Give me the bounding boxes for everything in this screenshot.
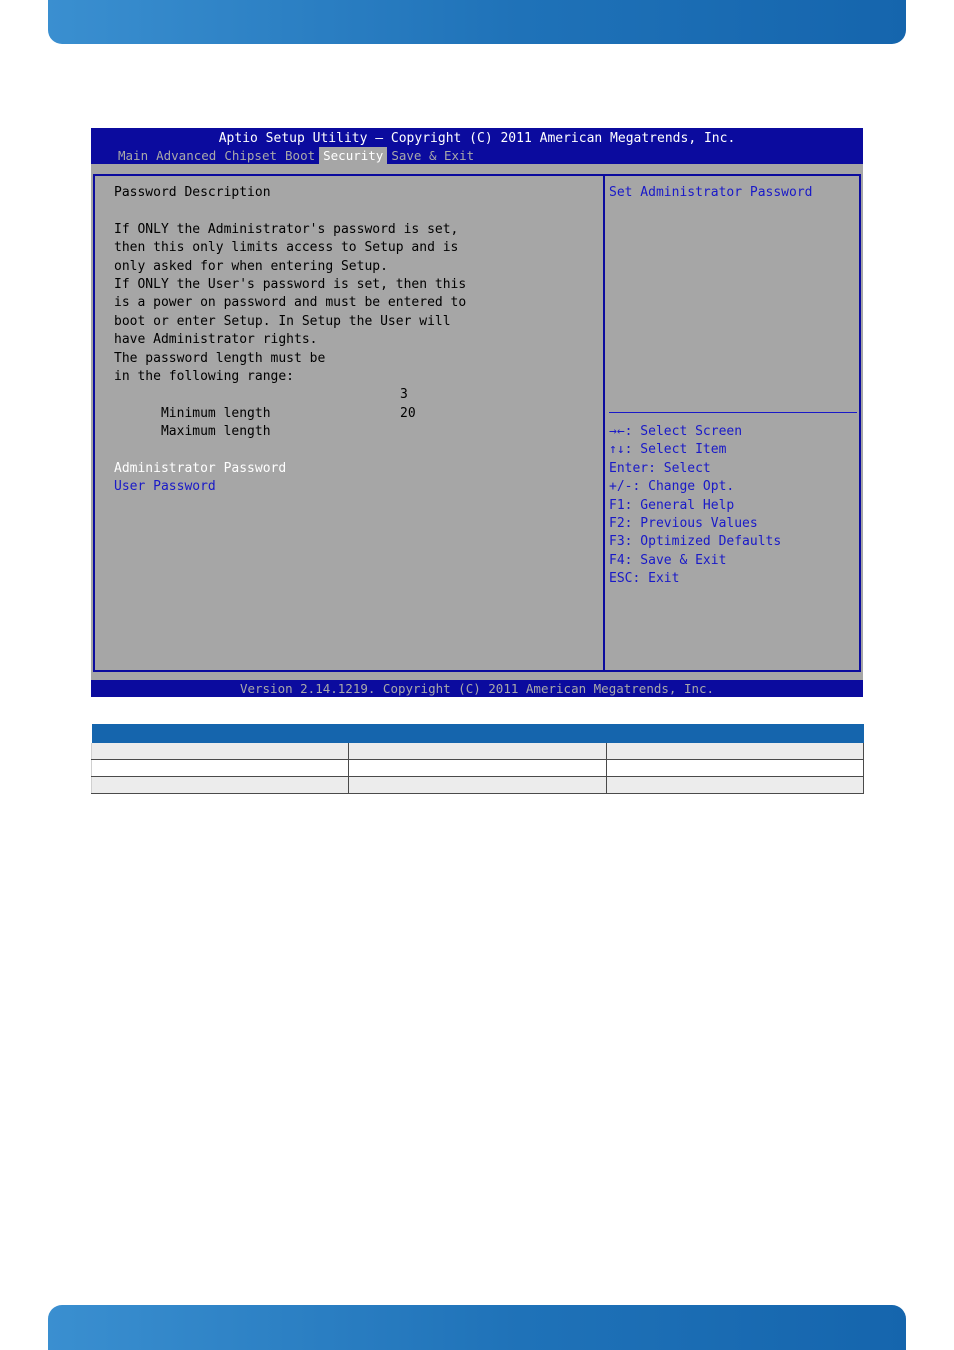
table-cell: [92, 777, 349, 794]
table-cell: [349, 743, 606, 760]
table-cell: [606, 777, 863, 794]
key-esc-exit: ESC: Exit: [609, 571, 680, 587]
description-line: then this only limits access to Setup and is: [114, 240, 459, 256]
key-save-exit: F4: Save & Exit: [609, 552, 727, 568]
tab-boot[interactable]: Boot: [285, 148, 316, 163]
bios-tab-bar: [114, 147, 478, 164]
bios-header: [91, 128, 863, 164]
description-line: [114, 202, 594, 220]
bios-screenshot: [91, 128, 863, 697]
maximum-length-label: Maximum length: [160, 424, 271, 440]
help-separator: [609, 412, 857, 413]
password-description-heading: Password Description: [114, 185, 271, 200]
key-legend: [609, 423, 857, 589]
description-line: in the following range:: [114, 368, 295, 384]
feature-table: [91, 724, 864, 794]
description-line: boot or enter Setup. In Setup the User will: [114, 313, 451, 329]
bios-footer: Version 2.14.1219. Copyright (C) 2011 American Megatrends, Inc.: [91, 680, 863, 697]
table-cell: [92, 743, 349, 760]
key-general-help: F1: General Help: [609, 497, 735, 513]
bios-panel-divider: [603, 174, 605, 672]
help-panel: [609, 184, 857, 202]
table-cell: [606, 743, 863, 760]
tab-chipset[interactable]: Chipset: [224, 148, 278, 163]
table-cell: [349, 760, 606, 777]
description-line: The password length must be: [114, 350, 326, 366]
table-cell: [349, 777, 606, 794]
table-row: [92, 760, 864, 777]
user-password-item[interactable]: User Password: [114, 479, 216, 495]
key-previous-values: F2: Previous Values: [609, 515, 758, 531]
key-select-screen: →←: Select Screen: [609, 424, 743, 439]
tab-advanced[interactable]: Advanced: [156, 148, 217, 163]
table-row: [92, 743, 864, 760]
maximum-length-row: [114, 405, 594, 440]
page-footer-band: [48, 1305, 906, 1350]
tab-save-exit[interactable]: Save & Exit: [391, 148, 475, 163]
tab-security[interactable]: Security: [319, 147, 387, 164]
administrator-password-item[interactable]: Administrator Password: [114, 460, 287, 476]
minimum-length-value: 3: [400, 387, 408, 403]
description-line: only asked for when entering Setup.: [114, 258, 388, 274]
description-line: If ONLY the Administrator's password is set,: [114, 221, 459, 237]
page-header-band: [48, 0, 906, 44]
help-text: Set Administrator Password: [609, 185, 813, 200]
key-change-opt: +/-: Change Opt.: [609, 479, 735, 495]
key-select-item: ↑↓: Select Item: [609, 442, 727, 458]
description-line: is a power on password and must be entered to: [114, 295, 467, 311]
table-row: [92, 777, 864, 794]
table-cell: [606, 760, 863, 777]
table-header-cell: [92, 724, 349, 743]
key-optimized-defaults: F3: Optimized Defaults: [609, 534, 782, 550]
description-line: If ONLY the User's password is set, then this: [114, 276, 467, 292]
table-cell: [92, 760, 349, 777]
table-header-cell: [606, 724, 863, 743]
table-header-cell: [349, 724, 606, 743]
minimum-length-label: Minimum length: [160, 405, 271, 421]
description-line: have Administrator rights.: [114, 332, 318, 348]
table-header-row: [92, 724, 864, 743]
maximum-length-value: 20: [400, 405, 416, 421]
key-enter-select: Enter: Select: [609, 460, 711, 476]
settings-panel: [114, 184, 594, 497]
bios-title: Aptio Setup Utility – Copyright (C) 2011 American Megatrends, Inc.: [218, 131, 736, 146]
tab-main[interactable]: Main: [118, 148, 149, 163]
spacer: [114, 441, 594, 459]
